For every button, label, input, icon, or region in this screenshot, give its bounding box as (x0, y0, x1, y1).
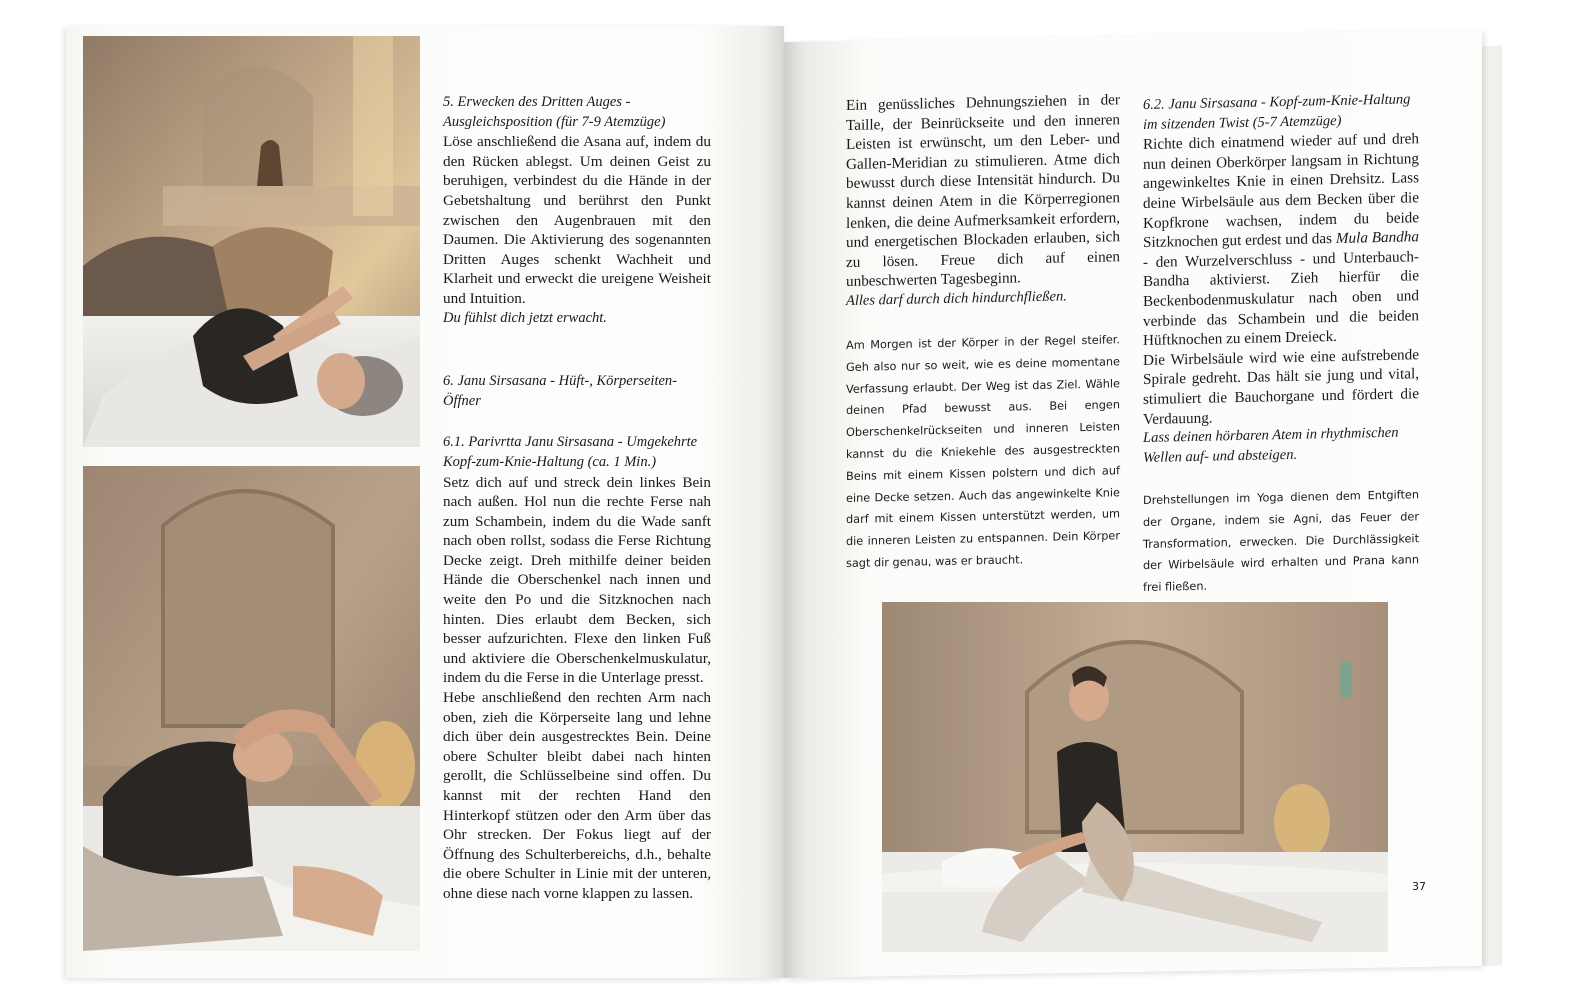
left-text-column (443, 93, 711, 904)
section5-heading-line1: 5. Erwecken des Dritten Auges - (443, 94, 631, 110)
col1-closing: Alles darf durch dich hindurchfließen. (846, 288, 1067, 309)
section62-body1: Richte dich einatmend wieder auf und dreh nun deinen Oberkörper langsam in Richtung angewinkeltes Knie in einen Drehsitz. Lass deine Wirbelsäule aus dem Becken über die Kopfkrone wachsen, indem du beide Sitzknochen gut erdest und das Mula Bandha - den Wurzelverschluss - und Unterbauch-Bandha aktivierst. Zieh hierfür die Beckenbodenmuskulatur nach oben und verbinde das Schambein und die beiden Hüftknochen zu einem Dreieck. (1143, 130, 1419, 350)
col1-note: Am Morgen ist der Körper in der Regel steifer. Geh also nur so weit, wie es deine momentane Verfassung erlaubt. Der Weg ist das Ziel. Wähle deinen Pfad bewusst aus. Bei engen Oberschenkelrückseiten und inneren Leisten kannst du die Kniekehle des ausgestreckten Beins mit einem Kissen polstern und dich auf eine Decke setzen. Auch das angewinkelte Knie darf mit einem Kissen unterstützt werden, um die inneren Leisten zu entspannen. Dein Körper sagt dir genau, was er braucht. (846, 333, 1120, 570)
section61-heading-line1: 6.1. Parivrtta Janu Sirsasana - Umgekehrte (443, 434, 698, 451)
section5-body: Löse anschließend die Asana auf, indem du den Rücken ablegst. Um deinen Geist zu beruhigen, verbindest du die Hände in der Gebetshaltung und berührst den Punkt zwischen den Augenbrauen mit den Daumen. Die Aktivierung des sogenannten Dritten Auges schenkt Wachheit und Klarheit und erweckt die ureigene Weisheit und Intuition. (443, 133, 711, 307)
col1-body: Ein genüssliches Dehnungsziehen in der Taille, der Beinrückseite und den inneren Leisten ist erwünscht, um den Leber- und Gallen-Meridian zu stimulieren. Atme dich bewusst durch diese Intensität hindurch. Du kannst deinen Atem in die Körperregionen lenken, die deine Aufmerksamkeit erfordern, und energetischen Blockaden erlauben, sich zu lösen. Freue dich auf einen unbeschwerten Tagesbeginn. (846, 91, 1120, 291)
photo-third-eye-pose (83, 36, 420, 447)
page-edges (1482, 46, 1502, 966)
page-number: 37 (1412, 880, 1426, 893)
section61-body1: Setz dich auf und streck dein linkes Bein nach außen. Hol nun die rechte Ferse nah zum Schambein, indem du die Wade sanft nach oben rollst, sodass die Ferse Richtung Decke zeigt. Dreh mithilfe deiner beiden Hände die Oberschenkel nach innen und weite den Po und die Sitzknochen nach hinten. Dies erlaubt dem Becken, sich besser aufzurichten. Flexe den linken Fuß und aktiviere die Oberschenkelmuskulatur, indem du die Ferse in die Unterlage presst. (443, 473, 711, 687)
section62-closing: Lass deinen hörbaren Atem in rhythmischen Wellen auf- und absteigen. (1143, 424, 1399, 466)
section5-closing: Du fühlst dich jetzt erwacht. (443, 309, 607, 326)
right-text-column-1 (846, 90, 1120, 311)
col2-note: Drehstellungen im Yoga dienen dem Entgiften der Organe, indem sie Agni, das Feuer der Transformation, erwecken. Die Durchlässigkeit der Wirbelsäule wird erhalten und Prana kann frei fließen. (1143, 488, 1419, 595)
section5-heading-line2: Ausgleichsposition (für 7-9 Atemzüge) (443, 113, 666, 130)
photo-seated-twist (882, 602, 1388, 952)
photo-revolved-head-to-knee (83, 466, 420, 951)
section61-heading-line2: Kopf-zum-Knie-Haltung (ca. 1 Min.) (443, 453, 657, 470)
section62-heading-line1: 6.2. Janu Sirsasana - Kopf-zum-Knie-Haltung (1143, 91, 1411, 113)
section61-body2: Hebe anschließend den rechten Arm nach oben, zieh die Körperseite lang und lehne dich über dein ausgestrecktes Bein. Deine obere Schulter bleibt dabei nach hinten gerollt, die Schlüsselbeine sind offen. Du kannst mit der rechten Hand den Hinterkopf stützen oder den Arm über das Ohr strecken. Der Fokus liegt auf der Öffnung des Schulterbereichs, d.h., behalte die obere Schulter in Linie mit der unteren, ohne diese nach vorne klappen zu lassen. (443, 689, 711, 902)
section6-heading: 6. Janu Sirsasana - Hüft-, Körperseiten-Öffner (443, 373, 677, 409)
right-text-column-2 (1143, 90, 1419, 468)
section62-heading-line2: im sitzenden Twist (5-7 Atemzüge) (1143, 112, 1342, 133)
section62-body2: Die Wirbelsäule wird wie eine aufstrebende Spirale gedreht. Das hält sie jung und vital, stimuliert die Bauchorgane und fördert die Verdauung. (1143, 345, 1419, 428)
